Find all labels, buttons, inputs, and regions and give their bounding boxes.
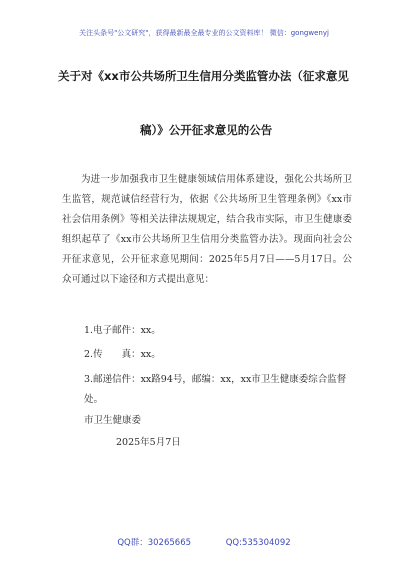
document-body — [62, 170, 352, 290]
document-title-line1: 关于对《xx市公共场所卫生信用分类监管办法（征求意见 — [58, 69, 349, 83]
document-date: 2025年5月7日 — [116, 437, 181, 448]
intro-paragraph: 为进一步加强我市卫生健康领域信用体系建设，强化公共场所卫生监管，规范诚信经营行为，依据《公共场所卫生管理条例》《xx市社会信用条例》等相关法律法规规定，结合我市实际，市卫生健康委组织起草了《xx市公共场所卫生信用分类监管办法》。现面向社会公开征求意见，公开征求意见期间：2025年5月7日——5月17日。公众可通过以下途径和方式提出意见： — [62, 174, 352, 285]
footer-qq: QQ:535304092 — [225, 538, 291, 548]
item-mail: 3.邮递信件：xx路94号，邮编：xx，xx市卫生健康委综合监督处。 — [84, 374, 347, 405]
footer-note — [0, 536, 408, 548]
header-note: 关注头条号"公文研究"，获得最新最全最专业的公文资料库！ 微信：gongwenyj — [79, 29, 329, 37]
document-title-line2: 稿）》公开征求意见的公告 — [140, 123, 273, 137]
item-fax: 2.传 真：xx。 — [84, 349, 161, 360]
footer-qq-group: QQ群：30265665 — [117, 538, 192, 548]
item-email: 1.电子邮件：xx。 — [84, 325, 161, 336]
signature: 市卫生健康委 — [84, 415, 142, 426]
